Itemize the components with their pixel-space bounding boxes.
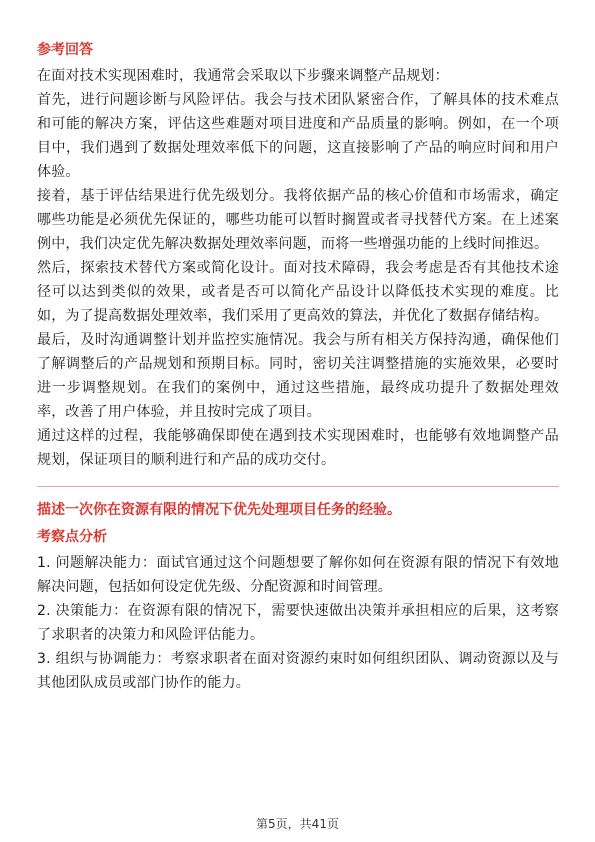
answer-step-2: 接着，基于评估结果进行优先级划分。我将依据产品的核心价值和市场需求，确定哪些功能是必须优先保证的，哪些功能可以暂时搁置或者寻找替代方案。在上述案例中，我们决定优先解决数据处理效率问题，而将一些增强功能的上线时间推迟。 [37, 188, 559, 252]
answer-step-4: 最后，及时沟通调整计划并监控实施情况。我会与所有相关方保持沟通，确保他们了解调整后的产品规划和预期目标。同时，密切关注调整措施的实施效果，必要时进一步调整规划。在我们的案例中，通过这些措施，最终成功提升了数据处理效率，改善了用户体验，并且按时完成了项目。 [37, 332, 559, 420]
answer-step-3: 然后，探索技术替代方案或简化设计。面对技术障碍，我会考虑是否有其他技术途径可以达到类似的效果，或者是否可以简化产品设计以降低技术实现的难度。比如，为了提高数据处理效率，我们采用了更高效的算法，并优化了数据存储结构。 [37, 260, 559, 324]
analysis-heading: 考察点分析 [37, 529, 107, 545]
analysis-point-2: 2. 决策能力：在资源有限的情况下，需要快速做出决策并承担相应的后果，这考察了求职者的决策力和风险评估能力。 [37, 603, 559, 643]
analysis-point-1: 1. 问题解决能力：面试官通过这个问题想要了解你如何在资源有限的情况下有效地解决问题，包括如何设定优先级、分配资源和时间管理。 [37, 555, 559, 595]
analysis-point-3: 3. 组织与协调能力：考察求职者在面对资源约束时如何组织团队、调动资源以及与其他团队成员或部门协作的能力。 [37, 651, 559, 691]
page-number: 第5页，共41页 [256, 817, 339, 831]
reference-answer-heading: 参考回答 [37, 42, 93, 58]
interview-question: 描述一次你在资源有限的情况下优先处理项目任务的经验。 [37, 502, 401, 518]
answer-intro: 在面对技术实现困难时，我通常会采取以下步骤来调整产品规划： [37, 68, 449, 84]
answer-step-1: 首先，进行问题诊断与风险评估。我会与技术团队紧密合作，了解具体的技术难点和可能的解决方案，评估这些难题对项目进度和产品质量的影响。例如，在一个项目中，我们遇到了数据处理效率低下的问题，这直接影响了产品的响应时间和用户体验。 [37, 92, 559, 180]
page-content [37, 40, 559, 695]
section-divider [37, 486, 559, 487]
answer-conclusion: 通过这样的过程，我能够确保即使在遇到技术实现困难时，也能够有效地调整产品规划，保证项目的顺利进行和产品的成功交付。 [37, 428, 559, 468]
